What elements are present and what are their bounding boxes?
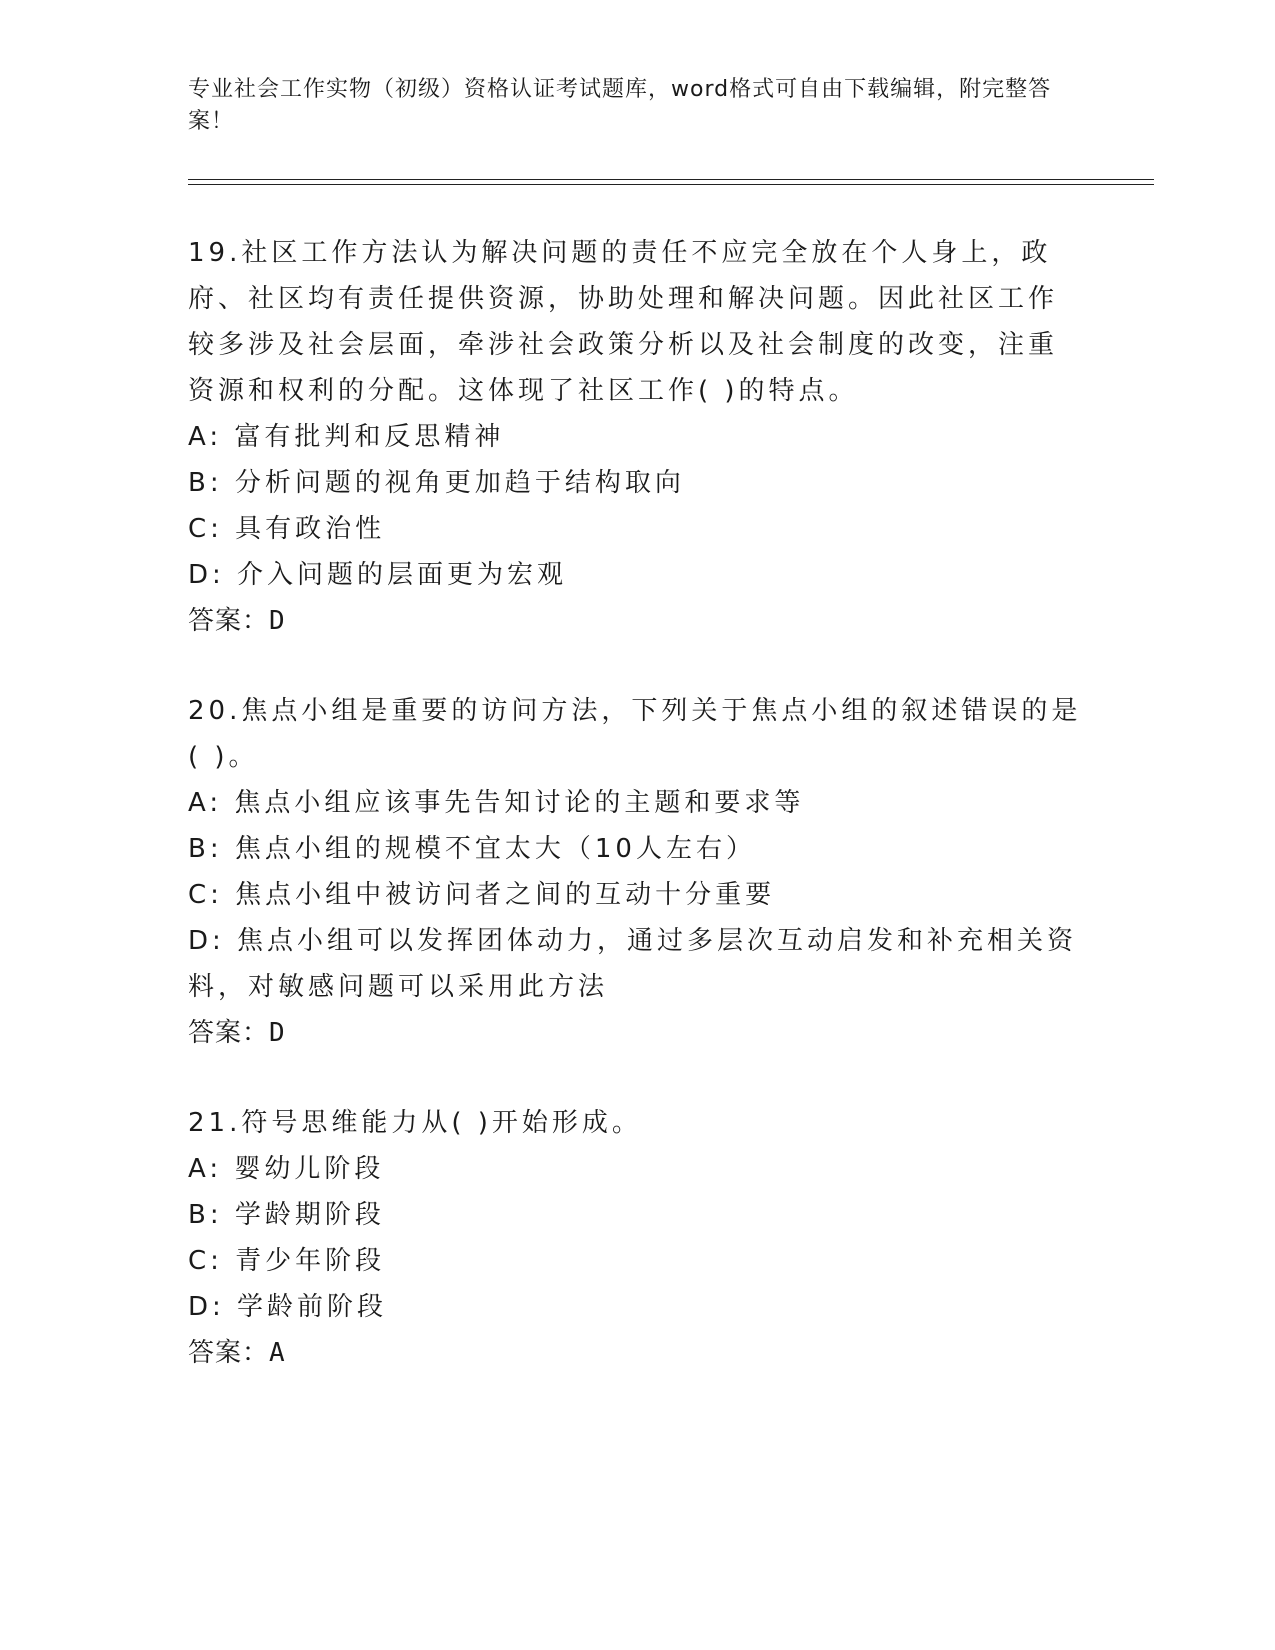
option-a: A: 富有批判和反思精神 — [188, 422, 505, 452]
question-stem: 21.符号思维能力从( )开始形成。 — [188, 1108, 642, 1138]
option-c: C: 焦点小组中被访问者之间的互动十分重要 — [188, 880, 776, 910]
option-d: D: 介入问题的层面更为宏观 — [188, 560, 568, 590]
option-b: B: 分析问题的视角更加趋于结构取向 — [188, 468, 685, 498]
answer-line: 答案：D — [188, 606, 286, 636]
header-divider-top — [188, 179, 1154, 180]
option-d: D: 焦点小组可以发挥团体动力，通过多层次互动启发和补充相关资料，对敏感问题可以采用此方法 — [188, 926, 1078, 1002]
question-list — [188, 230, 1083, 1420]
question-stem: 19.社区工作方法认为解决问题的责任不应完全放在个人身上，政府、社区均有责任提供资源，协助处理和解决问题。因此社区工作较多涉及社会层面，牵涉社会政策分析以及社会制度的改变，注重资源和权利的分配。这体现了社区工作( )的特点。 — [188, 238, 1059, 406]
question-stem: 20.焦点小组是重要的访问方法，下列关于焦点小组的叙述错误的是( )。 — [188, 696, 1082, 772]
header-divider-bottom — [188, 184, 1154, 185]
option-b: B: 焦点小组的规模不宜太大（10人左右） — [188, 834, 756, 864]
option-d: D: 学龄前阶段 — [188, 1292, 388, 1322]
option-a: A: 焦点小组应该事先告知讨论的主题和要求等 — [188, 788, 805, 818]
option-c: C: 青少年阶段 — [188, 1246, 386, 1276]
question-19 — [188, 230, 1083, 644]
answer-line: 答案：D — [188, 1018, 286, 1048]
option-a: A: 婴幼儿阶段 — [188, 1154, 385, 1184]
option-c: C: 具有政治性 — [188, 514, 386, 544]
answer-line: 答案：A — [188, 1338, 286, 1368]
question-20 — [188, 688, 1083, 1056]
question-21 — [188, 1100, 1083, 1376]
option-b: B: 学龄期阶段 — [188, 1200, 385, 1230]
document-header: 专业社会工作实物（初级）资格认证考试题库，word格式可自由下载编辑，附完整答案！ — [188, 77, 1052, 134]
